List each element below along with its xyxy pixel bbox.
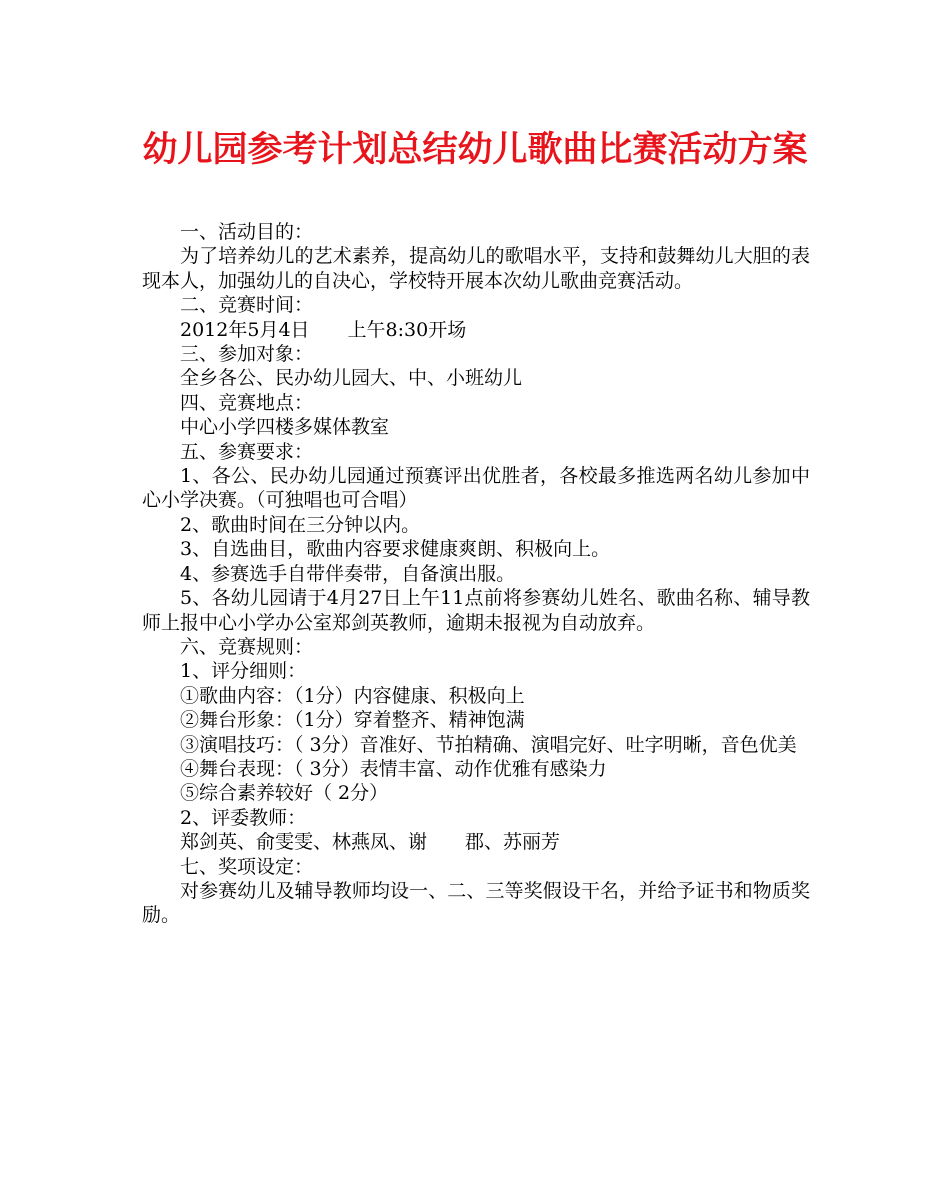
section-heading-awards: 七、奖项设定： <box>180 855 314 878</box>
section-heading-time: 二、竞赛时间： <box>180 294 314 317</box>
scoring-item: ①歌曲内容：（1分）内容健康、积极向上 <box>180 684 525 707</box>
requirement-item: 2、歌曲时间在三分钟以内。 <box>180 513 421 536</box>
paragraph-participants: 全乡各公、民办幼儿园大、中、小班幼儿 <box>180 367 523 390</box>
scoring-item: ⑤综合素养较好（ 2分） <box>180 782 389 805</box>
scoring-item: ③演唱技巧：（ 3分）音准好、节拍精确、演唱完好、吐字明晰，音色优美 <box>180 733 797 756</box>
scoring-item: ④舞台表现：（ 3分）表情丰富、动作优雅有感染力 <box>180 757 607 780</box>
requirement-item: 4、参赛选手自带伴奏带，自备演出服。 <box>180 562 516 585</box>
document-body <box>142 220 810 928</box>
paragraph-purpose: 为了培养幼儿的艺术素养，提高幼儿的歌唱水平，支持和鼓舞幼儿大胆的表现本人，加强幼儿的自决心，学校特开展本次幼儿歌曲竞赛活动。 <box>142 245 810 292</box>
requirement-item: 1、各公、民办幼儿园通过预赛评出优胜者，各校最多推选两名幼儿参加中心小学决赛。（可独唱也可合唱） <box>142 465 810 512</box>
paragraph-awards: 对参赛幼儿及辅导教师均设一、二、三等奖假设干名，并给予证书和物质奖励。 <box>142 879 810 927</box>
section-heading-requirements: 五、参赛要求： <box>180 440 314 463</box>
section-heading-rules: 六、竞赛规则： <box>180 635 314 658</box>
section-heading-participants: 三、参加对象： <box>180 343 314 366</box>
paragraph-time: 2012年5月4日 上午8:30开场 <box>180 318 467 341</box>
scoring-item: ②舞台形象：（1分）穿着整齐、精神饱满 <box>180 709 525 732</box>
section-heading-venue: 四、竞赛地点： <box>180 391 314 414</box>
requirement-item: 5、各幼儿园请于4月27日上午11点前将参赛幼儿姓名、歌曲名称、辅导教师上报中心小学办公室郑剑英教师，逾期未报视为自动放弃。 <box>142 587 810 634</box>
section-heading-purpose: 一、活动目的： <box>180 221 314 243</box>
document-title: 幼儿园参考计划总结幼儿歌曲比赛活动方案 <box>142 130 808 170</box>
paragraph-venue: 中心小学四楼多媒体教室 <box>180 416 390 439</box>
judges-list: 郑剑英、俞雯雯、林燕凤、谢 郡、苏丽芳 <box>180 831 561 854</box>
rules-subheading-scoring: 1、评分细则： <box>180 660 307 683</box>
rules-subheading-judges: 2、评委教师： <box>180 806 307 829</box>
requirement-item: 3、自选曲目，歌曲内容要求健康爽朗、积极向上。 <box>180 538 611 561</box>
